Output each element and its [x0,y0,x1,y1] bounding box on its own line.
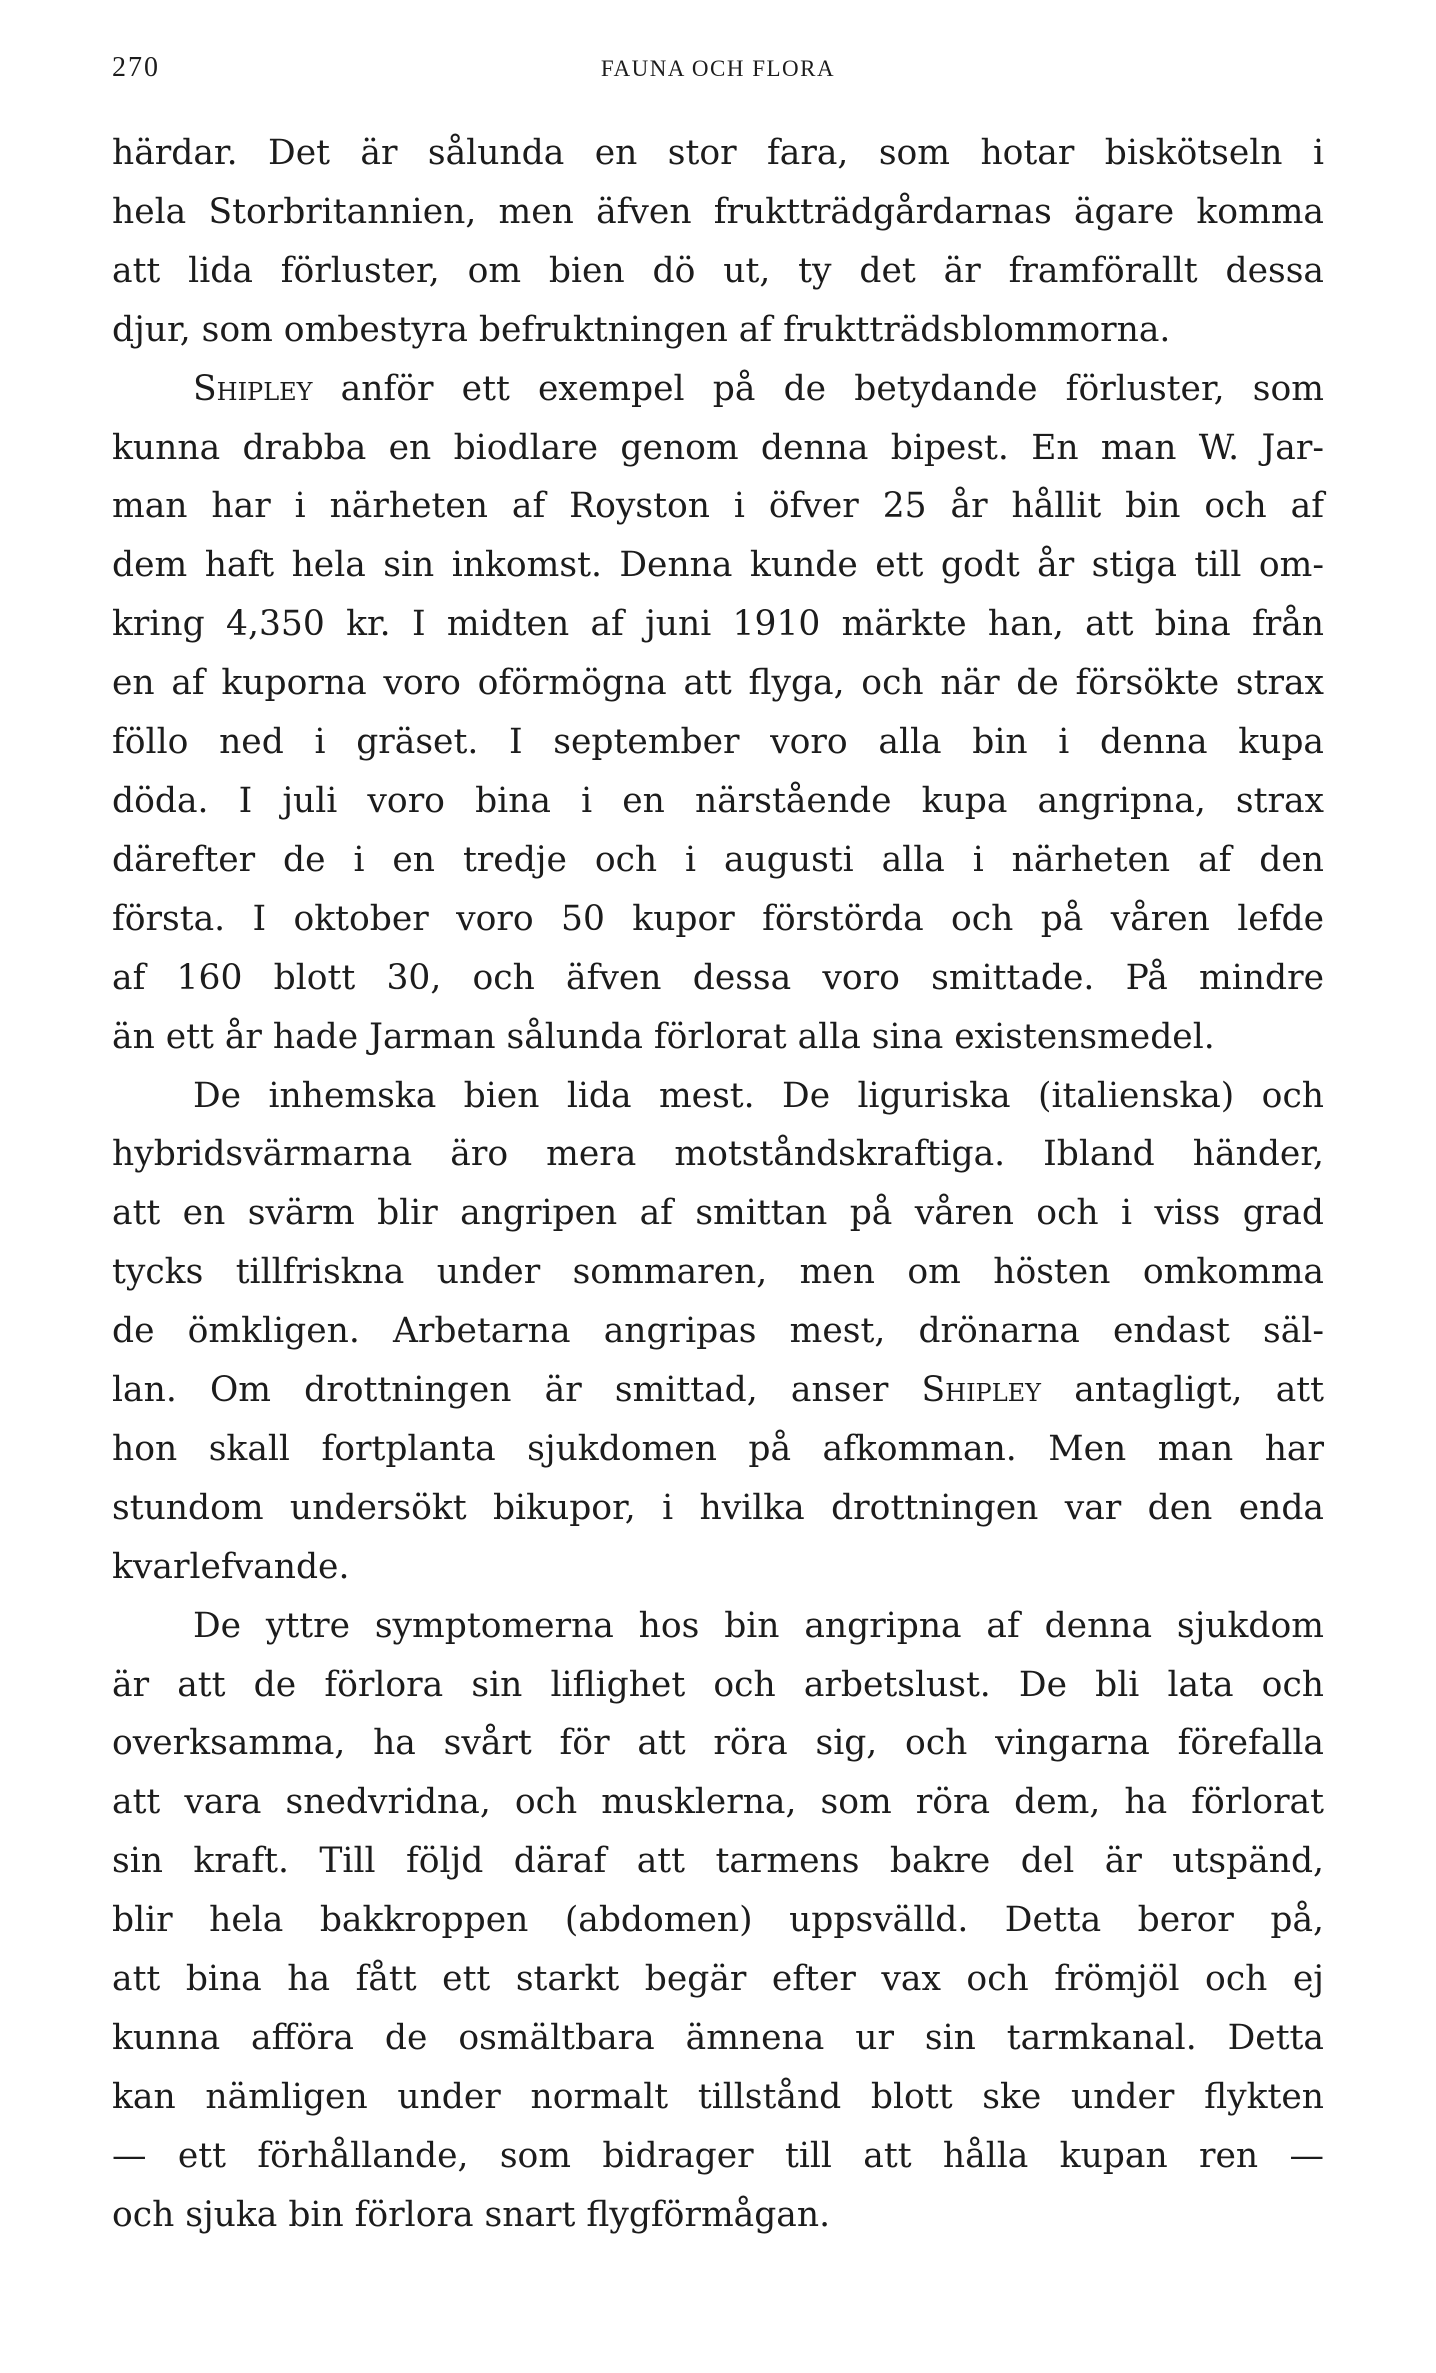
text-line: dem haft hela sin inkomst. Denna kunde ett godt år stiga till om- [112,545,1324,586]
running-head [112,52,1324,92]
text-line: stundom undersökt bikupor, i hvilka drottningen var den enda [112,1487,1324,1528]
text-line: första. I oktober voro 50 kupor förstörda och på våren lefde [112,898,1324,939]
text-line: sin kraft. Till följd däraf att tarmens bakre del är utspänd, [112,1841,1324,1882]
running-title: FAUNA OCH FLORA [600,56,836,81]
text-line: kring 4,350 kr. I midten af juni 1910 märkte han, att bina från [112,604,1324,645]
text-line: de ömkligen. Arbetarna angripas mest, drönarna endast säl- [112,1311,1324,1352]
text-line: overksamma, ha svårt för att röra sig, och vingarna förefalla [112,1723,1324,1764]
text-line: härdar. Det är sålunda en stor fara, som hotar biskötseln i [112,133,1324,173]
text-line: och sjuka bin förlora snart flygförmågan. [112,2194,831,2235]
text-line: kvarlefvande. [112,1546,350,1587]
text-line: en af kuporna voro oförmögna att flyga, och när de försökte strax [112,663,1324,704]
text-line: lan. Om drottningen är smittad, anser Shipley antagligt, att [112,1370,1324,1411]
text-line: man har i närheten af Royston i öfver 25 år hållit bin och af [112,486,1324,527]
text-line: tycks tillfriskna under sommaren, men om hösten omkomma [112,1252,1324,1293]
text-line: att lida förluster, om bien dö ut, ty det är framförallt dessa [112,250,1324,291]
page-number: 270 [112,52,160,83]
text-line: De yttre symptomerna hos bin angripna af denna sjukdom [193,1605,1324,1646]
text-line: att bina ha fått ett starkt begär efter vax och frömjöl och ej [112,1959,1324,2000]
text-line: är att de förlora sin liflighet och arbetslust. De bli lata och [112,1664,1324,1705]
text-line: hela Storbritannien, men äfven fruktträdgårdarnas ägare komma [112,191,1324,232]
text-line: att vara snedvridna, och musklerna, som röra dem, ha förlorat [112,1782,1324,1823]
text-line: — ett förhållande, som bidrager till att hålla kupan ren — [112,2135,1324,2176]
text-line: djur, som ombestyra befruktningen af fruktträdsblommorna. [112,309,1171,350]
text-line: döda. I juli voro bina i en närstående kupa angripna, strax [112,780,1324,821]
text-line: hon skall fortplanta sjukdomen på afkomman. Men man har [112,1428,1324,1469]
text-line: därefter de i en tredje och i augusti alla i närheten af den [112,839,1324,880]
text-line: kunna drabba en biodlare genom denna bipest. En man W. Jar- [112,427,1324,468]
text-line: än ett år hade Jarman sålunda förlorat alla sina existensmedel. [112,1016,1215,1057]
text-line: af 160 blott 30, och äfven dessa voro smittade. På mindre [112,957,1324,998]
text-line: kunna afföra de osmältbara ämnena ur sin tarmkanal. Detta [112,2018,1324,2058]
body-text [112,124,1324,2245]
text-line: De inhemska bien lida mest. De liguriska (italienska) och [193,1075,1324,1116]
text-line: blir hela bakkroppen (abdomen) uppsvälld. Detta beror på, [112,1900,1324,1941]
text-line: att en svärm blir angripen af smittan på våren och i viss grad [112,1193,1324,1234]
text-line: föllo ned i gräset. I september voro alla bin i denna kupa [112,722,1324,763]
text-line: kan nämligen under normalt tillstånd blott ske under flykten [112,2076,1324,2117]
text-line: Shipley anför ett exempel på de betydande förluster, som [193,368,1324,409]
text-line: hybridsvärmarna äro mera motståndskraftiga. Ibland händer, [112,1134,1324,1175]
